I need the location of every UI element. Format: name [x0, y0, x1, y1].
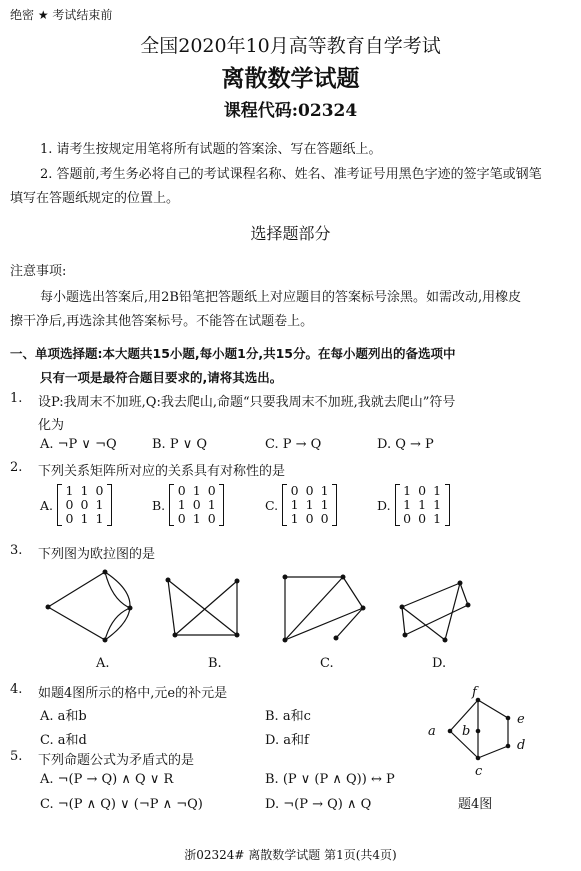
- q5-option-c: C. ¬(P ∧ Q) ∨ (¬P ∧ ¬Q): [40, 797, 203, 812]
- lattice-label-d: d: [517, 738, 526, 753]
- q4-number: 4.: [10, 682, 23, 697]
- q3-label-b: B.: [208, 656, 222, 671]
- q4-option-d: D. a和f: [265, 733, 309, 748]
- q1-number: 1.: [10, 391, 23, 406]
- instruction-1: 1. 请考生按规定用笔将所有试题的答案涂、写在答题纸上。: [40, 142, 382, 157]
- q2-option-b: [152, 484, 224, 526]
- figure4-caption: 题4图: [458, 797, 493, 812]
- part-heading-1: 一、单项选择题:本大题共15小题,每小题1分,共15分。在每小题列出的备选项中: [10, 346, 456, 361]
- q3-number: 3.: [10, 543, 23, 558]
- q3-label-a: A.: [96, 656, 110, 671]
- matrix-c: 0 0 1 1 1 1 1 0 0: [282, 484, 337, 526]
- q5-option-a: A. ¬(P → Q) ∧ Q ∨ R: [40, 772, 174, 787]
- q2-stem: 下列关系矩阵所对应的关系具有对称性的是: [38, 464, 286, 479]
- q3-label-d: D.: [432, 656, 447, 671]
- q2-option-b-label: B.: [152, 497, 166, 513]
- lattice-label-a: a: [428, 724, 436, 739]
- instruction-2b: 填写在答题纸规定的位置上。: [10, 191, 180, 206]
- q2-option-d-label: D.: [377, 497, 391, 513]
- q3-graphs: [0, 565, 581, 685]
- q4-stem: 如题4图所示的格中,元e的补元是: [38, 686, 228, 701]
- q2-option-a-label: A.: [40, 497, 54, 513]
- notice-line-1: 每小题选出答案后,用2B铅笔把答题纸上对应题目的答案标号涂黑。如需改动,用橡皮: [40, 290, 522, 305]
- q4-option-c: C. a和d: [40, 733, 87, 748]
- q5-option-b: B. (P ∨ (P ∧ Q)) ↔ P: [265, 772, 395, 787]
- lattice-label-e: e: [517, 712, 525, 727]
- q4-option-b: B. a和c: [265, 709, 311, 724]
- subject-title: 离散数学试题: [221, 66, 360, 92]
- q1-option-c: C. P → Q: [265, 437, 322, 452]
- q3-stem: 下列图为欧拉图的是: [38, 547, 156, 562]
- exam-title: 全国2020年10月高等教育自学考试: [140, 35, 441, 57]
- q5-number: 5.: [10, 749, 23, 764]
- graph-b: [168, 580, 237, 635]
- q2-option-a: [40, 484, 112, 526]
- q1-stem-line-1: 设P:我周末不加班,Q:我去爬山,命题“只要我周末不加班,我就去爬山”符号: [38, 395, 456, 410]
- q3-label-c: C.: [320, 656, 334, 671]
- page-footer: 浙02324# 离散数学试题 第1页(共4页): [184, 848, 397, 862]
- q2-option-d: [377, 484, 450, 526]
- q1-option-d: D. Q → P: [377, 437, 434, 452]
- q4-option-a: A. a和b: [40, 709, 87, 724]
- q2-option-c-label: C.: [265, 497, 279, 513]
- graph-d: [402, 583, 468, 640]
- graph-a: [48, 572, 130, 640]
- matrix-b: 0 1 0 1 0 1 0 1 0: [169, 484, 224, 526]
- notice-line-2: 擦干净后,再选涂其他答案标号。不能答在试题卷上。: [10, 314, 314, 329]
- matrix-a: 1 1 0 0 0 1 0 1 1: [57, 484, 112, 526]
- q1-option-a: A. ¬P ∨ ¬Q: [40, 437, 117, 452]
- q2-option-c: [265, 484, 337, 526]
- matrix-d: 1 0 1 1 1 1 0 0 1: [395, 484, 450, 526]
- part-heading-2: 只有一项是最符合题目要求的,请将其选出。: [40, 370, 283, 385]
- graph-c: [285, 577, 363, 640]
- instruction-2a: 2. 答题前,考生务必将自己的考试课程名称、姓名、准考证号用黑色字迹的签字笔或钢笔: [40, 167, 542, 182]
- q2-number: 2.: [10, 460, 23, 475]
- q5-option-d: D. ¬(P → Q) ∧ Q: [265, 797, 372, 812]
- q1-stem-line-2: 化为: [38, 418, 65, 433]
- notice-label: 注意事项:: [10, 264, 67, 279]
- course-code: 课程代码:02324: [223, 101, 358, 121]
- secret-label: 绝密 ★ 考试结束前: [10, 8, 113, 22]
- lattice-label-b: b: [462, 724, 471, 739]
- lattice-label-f: f: [472, 685, 477, 700]
- q5-stem: 下列命题公式为矛盾式的是: [38, 753, 195, 768]
- q1-option-b: B. P ∨ Q: [152, 437, 208, 452]
- section-title: 选择题部分: [250, 224, 331, 243]
- lattice-label-c: c: [475, 764, 483, 779]
